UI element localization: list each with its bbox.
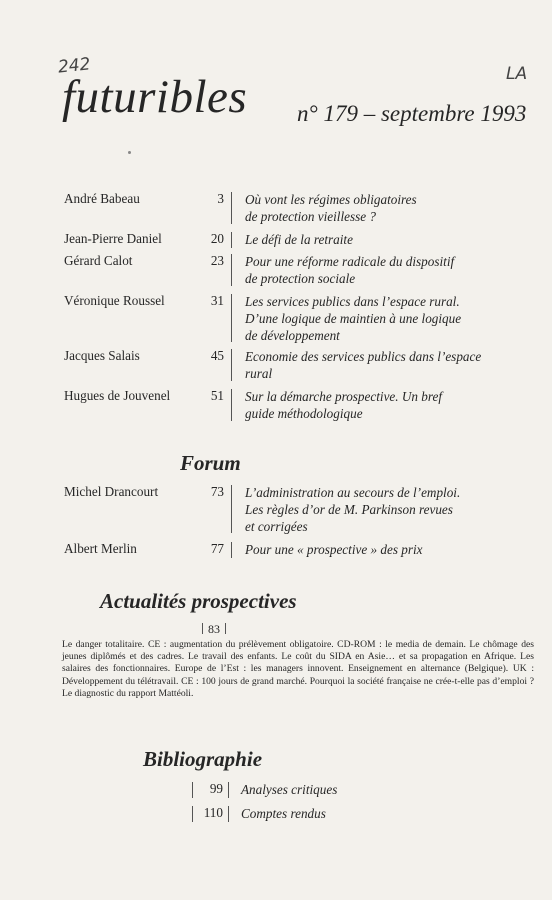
page-number: 77 bbox=[210, 541, 224, 556]
separator bbox=[231, 485, 232, 533]
title-line: D’une logique de maintien à une logique bbox=[245, 311, 462, 326]
article-title bbox=[245, 191, 417, 225]
page-number: 110 bbox=[203, 805, 223, 820]
page-number: 23 bbox=[210, 253, 224, 268]
article-title bbox=[245, 388, 442, 422]
bibliographie-heading: Bibliographie bbox=[143, 747, 263, 771]
page-number: 3 bbox=[217, 191, 224, 206]
page-number: 20 bbox=[210, 231, 224, 246]
title-line: Le défi de la retraite bbox=[245, 232, 353, 247]
handwritten-initials: LA bbox=[506, 64, 528, 84]
article-title bbox=[245, 541, 423, 558]
author: Jacques Salais bbox=[64, 348, 140, 363]
separator bbox=[231, 389, 232, 421]
separator bbox=[231, 232, 232, 248]
title-line: Pour une « prospective » des prix bbox=[245, 542, 423, 557]
article-title bbox=[241, 781, 337, 798]
title-line: de protection sociale bbox=[245, 271, 356, 286]
title-line: rural bbox=[245, 366, 273, 381]
title-line: Où vont les régimes obligatoires bbox=[245, 192, 417, 207]
page-number: 31 bbox=[210, 293, 224, 308]
author: Jean-Pierre Daniel bbox=[64, 231, 162, 246]
title-line: Les règles d’or de M. Parkinson revues bbox=[245, 502, 453, 517]
author: Michel Drancourt bbox=[64, 484, 159, 499]
page-number: 73 bbox=[210, 484, 224, 499]
author: Albert Merlin bbox=[64, 541, 137, 556]
page-number: 99 bbox=[209, 781, 223, 796]
issue-number: n° 179 – septembre 1993 bbox=[297, 101, 527, 126]
article-title bbox=[245, 293, 461, 344]
article-title bbox=[245, 231, 353, 248]
article-title bbox=[245, 348, 481, 382]
title-line: guide méthodologique bbox=[245, 406, 363, 421]
author: Véronique Roussel bbox=[64, 293, 165, 308]
article-title bbox=[245, 484, 460, 535]
title-line: Analyses critiques bbox=[241, 782, 338, 797]
page-number: 51 bbox=[210, 388, 224, 403]
actualites-summary: Le danger totalitaire. CE : augmentation du prélèvement obligatoire. CD-ROM : le media de demain. Le chômage des jeunes diplômés et des cadres. Le travail des enfants. Le coût du SIDA en Asie… et sa propagation en Afrique. Les salaires des fonctionnaires. Europe de l’Est : les managers innovent. Enseignement en alternance (Belgique). UK : Développement du télétravail. CE : 100 jours de grand marché. Pourquoi la société française ne crée-t-elle pas d’emploi ? Le diagnostic du rapport Mattéoli. bbox=[62, 639, 534, 699]
title-line: Les services publics dans l’espace rural. bbox=[245, 294, 460, 309]
author: Gérard Calot bbox=[64, 253, 133, 268]
separator bbox=[231, 294, 232, 342]
actualites-heading: Actualités prospectives bbox=[100, 589, 297, 613]
page-number: 83 bbox=[208, 622, 220, 636]
article-title bbox=[245, 253, 454, 287]
separator bbox=[231, 192, 232, 224]
title-line: Sur la démarche prospective. Un bref bbox=[245, 389, 443, 404]
handwritten-number: 242 bbox=[57, 54, 92, 78]
separator bbox=[228, 782, 229, 798]
separator bbox=[231, 254, 232, 286]
actualites-page bbox=[197, 622, 231, 637]
title-line: Economie des services publics dans l’espace bbox=[245, 349, 482, 364]
title-line: et corrigées bbox=[245, 519, 308, 534]
title-line: de protection vieillesse ? bbox=[245, 209, 376, 224]
author: Hugues de Jouvenel bbox=[64, 388, 171, 403]
title-line: de développement bbox=[245, 328, 340, 343]
title-line: Comptes rendus bbox=[241, 806, 326, 821]
author: André Babeau bbox=[64, 191, 140, 206]
separator bbox=[228, 806, 229, 822]
separator bbox=[225, 623, 226, 634]
page-number: 45 bbox=[210, 348, 224, 363]
separator bbox=[231, 349, 232, 381]
title-line: L’administration au secours de l’emploi. bbox=[245, 485, 461, 500]
article-title bbox=[241, 805, 326, 822]
separator bbox=[202, 623, 203, 634]
forum-heading: Forum bbox=[180, 451, 241, 475]
speck bbox=[128, 151, 131, 154]
separator bbox=[231, 542, 232, 558]
title-line: Pour une réforme radicale du dispositif bbox=[245, 254, 455, 269]
journal-title: futuribles bbox=[62, 71, 248, 123]
